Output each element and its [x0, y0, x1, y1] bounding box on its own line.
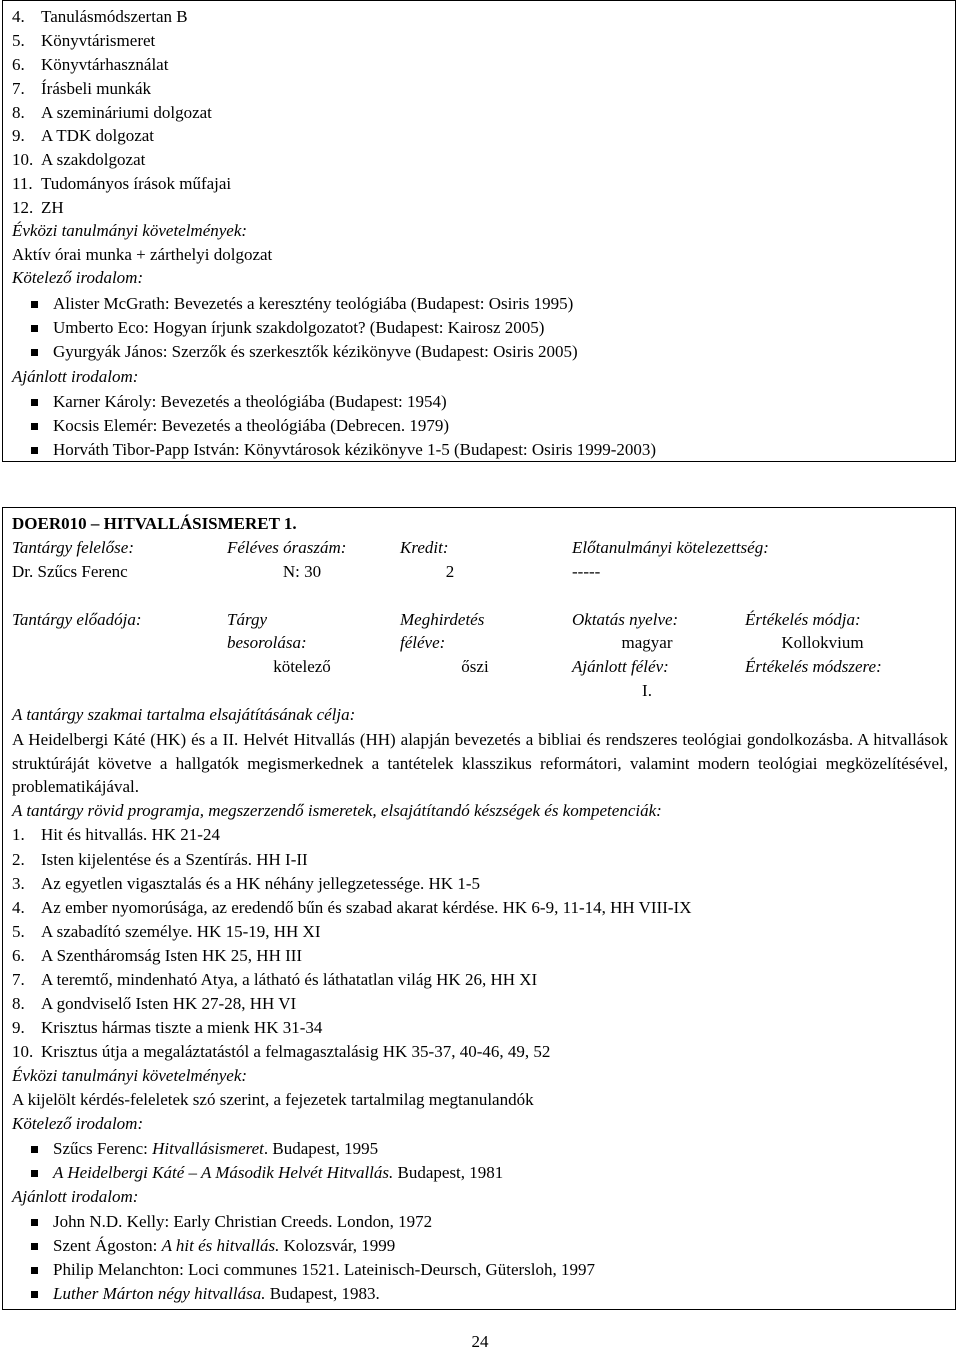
- section-heading: Kötelező irodalom:: [12, 1114, 144, 1133]
- course-box: DOER010 – HITVALLÁSISMERET 1. Tantárgy felelőse: Dr. Szűcs Ferenc Féléves óraszám: N: 30 Kredit: 2 Előtanulmányi kötelezettség: ----- Tantárgy előadója: Tárgy besorolása: kötelező Meghirdetés féléve: őszi Oktatás nyelve: magyar Ajánlott félév: I. Értékelés módja: Kollokvium Értékelés módszere: A tantárgy szakmai tartalma elsajátításának célja: A Heidelbergi Káté (HK) és a II. Helvét Hitvallás (HH) alapján bevezetés a bibliai és rendszeres teológiai gondolkozásba. A hitvallások struktúráját követve a hallgatók megismerkednek a tantételek klasszikus reformátori, valamint modern teológiai megközelítésével, problematikájával. A tantárgy rövid programja, megszerzendő ismeretek, elsajátítandó készségek és kompetenciák: 1. Hit és hitvallás. HK 21-24 2. Isten kijelentése és a Szentírás. HH I-II 3. Az egyetlen vigasztalás és a HK néhány jellegzetessége. HK 1-5 4. Az ember nyomorúsága, az eredendő bűn és szabad akarat kérdése. HK 6-9, 11-14, HH VIII-IX 5. A szabadító személye. HK 15-19, HH XI 6. A Szentháromság Isten HK 25, HH III 7. A teremtő, mindenható Atya, a látható és láthatatlan világ HK 26, HH XI 8. A gondviselő Isten HK 27-28, HH VI 9. Krisztus hármas tiszte a mienk HK 31-34 10. Krisztus útja a megaláztatástól a felmagasztalásig HK 35-37, 40-46, 49, 52 Évközi tanulmányi követelmények: A kijelölt kérdés-feleletek szó szerint, a fejezetek tartalmilag megtanulandók Kötelező irodalom: Szűcs Ferenc: Hitvallásismeret. Budapest, 1995 A Heidelbergi Káté – A Második Helvét Hitvallás. Budapest, 1981 Ajánlott irodalom: John N.D. Kelly: Early Christian Creeds. London, 1972 Szent Ágoston: A hit és hitvallás. Kolozsvár, 1999 Philip Melanchton: Loci communes 1521. Lateinisch-Deursch, Gütersloh, 1997 Luther Márton négy hitvallása. Budapest, 1983.: [2, 507, 956, 1310]
- classification-label: besorolása:: [227, 633, 307, 652]
- hours-label: Féléves óraszám:: [227, 538, 347, 557]
- announce-label: féléve:: [400, 633, 446, 652]
- classification-label: Tárgy: [227, 610, 267, 629]
- semester-value: I.: [642, 681, 652, 700]
- responsible-label: Tantárgy felelőse:: [12, 538, 134, 557]
- bullet-icon: [31, 1146, 38, 1153]
- announce-value: őszi: [461, 657, 489, 676]
- prev-course-box: 4. Tanulásmódszertan B 5. Könyvtárismeret 6. Könyvtárhasználat 7. Írásbeli munkák 8. A szemináriumi dolgozat 9. A TDK dolgozat 10. A szakdolgozat 11. Tudományos írások műfajai 12. ZH Évközi tanulmányi követelmények: Aktív órai munka + zárthelyi dolgozat Kötelező irodalom: Alister McGrath: Bevezetés a keresztény teológiába (Budapest: Osiris 1995) Umberto Eco: Hogyan írjunk szakdolgozatot? (Budapest: Kairosz 2005) Gyurgyák János: Szerzők és szerkesztők kézikönyve (Budapest: Osiris 2005) Ajánlott irodalom: Karner Károly: Bevezetés a theológiába (Budapest: 1954) Kocsis Elemér: Bevezetés a theológiába (Debrecen. 1979) Horváth Tibor-Papp István: Könyvtárosok kézikönyve 1-5 (Budapest: Osiris 1999-2003): [2, 0, 956, 462]
- credit-value: 2: [445, 562, 455, 581]
- prereq-label: Előtanulmányi kötelezettség:: [572, 538, 769, 557]
- page-number: 24: [471, 1332, 489, 1351]
- language-value: magyar: [621, 633, 673, 652]
- semester-label: Ajánlott félév:: [572, 657, 669, 676]
- announce-label: Meghirdetés: [400, 610, 485, 629]
- evaluation-value: Kollokvium: [781, 633, 864, 652]
- bullet-icon: [31, 399, 38, 406]
- language-label: Oktatás nyelve:: [572, 610, 679, 629]
- prereq-value: -----: [572, 562, 601, 581]
- section-heading: Évközi tanulmányi követelmények:: [12, 221, 248, 240]
- classification-value: kötelező: [273, 657, 331, 676]
- bullet-icon: [31, 1243, 38, 1250]
- credit-label: Kredit:: [400, 538, 449, 557]
- section-heading: Ajánlott irodalom:: [12, 367, 139, 386]
- requirements-text: A kijelölt kérdés-feleletek szó szerint, a fejezetek tartalmilag megtanulandók: [12, 1090, 534, 1109]
- bullet-icon: [31, 1291, 38, 1298]
- bullet-icon: [31, 349, 38, 356]
- bullet-icon: [31, 423, 38, 430]
- course-title: DOER010 – HITVALLÁSISMERET 1.: [12, 514, 297, 533]
- section-heading: A tantárgy rövid programja, megszerzendő ismeretek, elsajátítandó készségek és kompetenciák:: [12, 801, 662, 820]
- bullet-icon: [31, 1219, 38, 1226]
- bullet-icon: [31, 325, 38, 332]
- bullet-icon: [31, 1170, 38, 1177]
- bullet-icon: [31, 1267, 38, 1274]
- goal-text: A Heidelbergi Káté (HK) és a II. Helvét Hitvallás (HH) alapján bevezetés a bibliai és rendszeres teológiai gondolkozásba. A hitvallások struktúráját követve a hallgatók megismerkednek a tantételek klasszikus reformátori, valamint modern teológiai megközelítésével, problematikájával.: [12, 730, 948, 796]
- bullet-icon: [31, 447, 38, 454]
- section-heading: Évközi tanulmányi követelmények:: [12, 1066, 248, 1085]
- requirements-text: Aktív órai munka + zárthelyi dolgozat: [12, 245, 273, 264]
- evaluation-label: Értékelés módja:: [745, 610, 861, 629]
- bullet-icon: [31, 301, 38, 308]
- hours-value: N: 30: [282, 562, 322, 581]
- section-heading: A tantárgy szakmai tartalma elsajátításának célja:: [12, 705, 356, 724]
- evaluation-method-label: Értékelés módszere:: [745, 657, 882, 676]
- section-heading: Ajánlott irodalom:: [12, 1187, 139, 1206]
- responsible-value: Dr. Szűcs Ferenc: [12, 562, 128, 581]
- section-heading: Kötelező irodalom:: [12, 268, 144, 287]
- lecturer-label: Tantárgy előadója:: [12, 610, 142, 629]
